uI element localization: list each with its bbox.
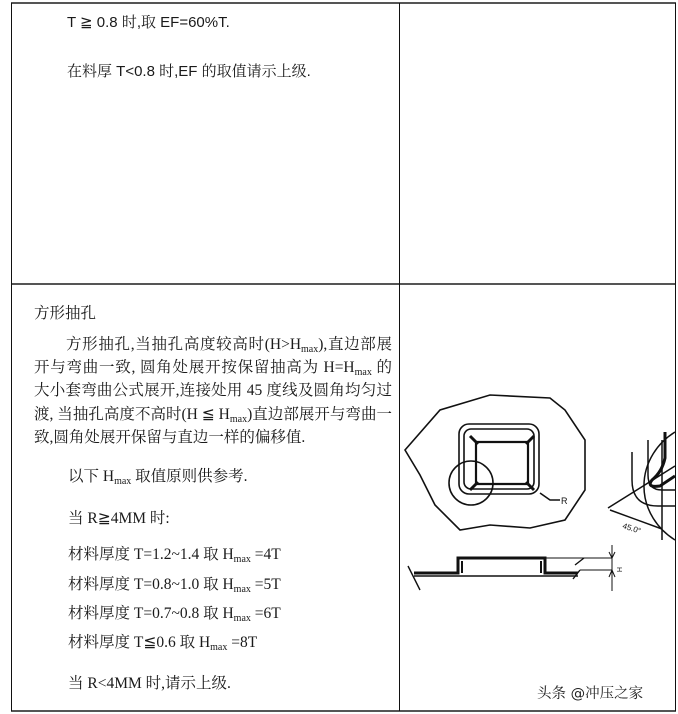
- para-text: 方形抽孔,当抽孔高度较高时(H>H: [66, 336, 302, 353]
- sub-max: max: [229, 413, 248, 425]
- table-right-border: [675, 3, 676, 711]
- reference-line: 以下 $H_{max}$ 取值原则供参考.: [68, 468, 248, 487]
- label-angle: 45.0°: [621, 521, 643, 536]
- row-divider: [11, 283, 676, 285]
- label-h: H: [615, 567, 622, 573]
- column-divider: [399, 3, 400, 711]
- table-left-border: [11, 3, 12, 711]
- watermark: 头条 @冲压之家: [537, 686, 644, 702]
- para-text: 的大小套弯曲公式展开,连接处用 45 度线及圆角均匀过渡, 当抽孔高度不高时(H ≦ H: [34, 359, 392, 423]
- square-hole-drawing: [400, 380, 675, 600]
- section-heading: 方形抽孔: [34, 305, 97, 322]
- sub-max: max: [301, 344, 319, 355]
- rule-line-1: 材料厚度 T=1.2~1.4 取 $H_{max} =4T$: [68, 546, 281, 565]
- para-text: )直边部展开与弯曲一致,圆角处展开保留与直边一样的偏移值.: [34, 405, 392, 446]
- ef-rule-thick: T ≧ 0.8 时,取 EF=60%T.: [67, 14, 230, 31]
- label-r: R: [561, 496, 568, 506]
- condition-line: 当 R≧4MM 时:: [68, 510, 170, 527]
- table-top-border: [11, 2, 676, 4]
- sub-max: max: [354, 367, 372, 379]
- para-text: ),直边部展开与弯曲一致, 圆角处展开按保留抽高为 H=H: [34, 336, 392, 377]
- description-paragraph: [34, 333, 392, 449]
- ef-rule-thin: 在料厚 T<0.8 时,EF 的取值请示上级.: [67, 63, 311, 80]
- rule-line-3: 材料厚度 T=0.7~0.8 取 $H_{max} =6T$: [68, 605, 281, 624]
- table-bottom-border: [11, 710, 676, 712]
- rule-line-2: 材料厚度 T=0.8~1.0 取 $H_{max} =5T$: [68, 576, 281, 595]
- rule-line-4: 材料厚度 T≦0.6 取 $H_{max} =8T$: [68, 634, 258, 653]
- closing-line: 当 R<4MM 时,请示上级.: [68, 675, 231, 692]
